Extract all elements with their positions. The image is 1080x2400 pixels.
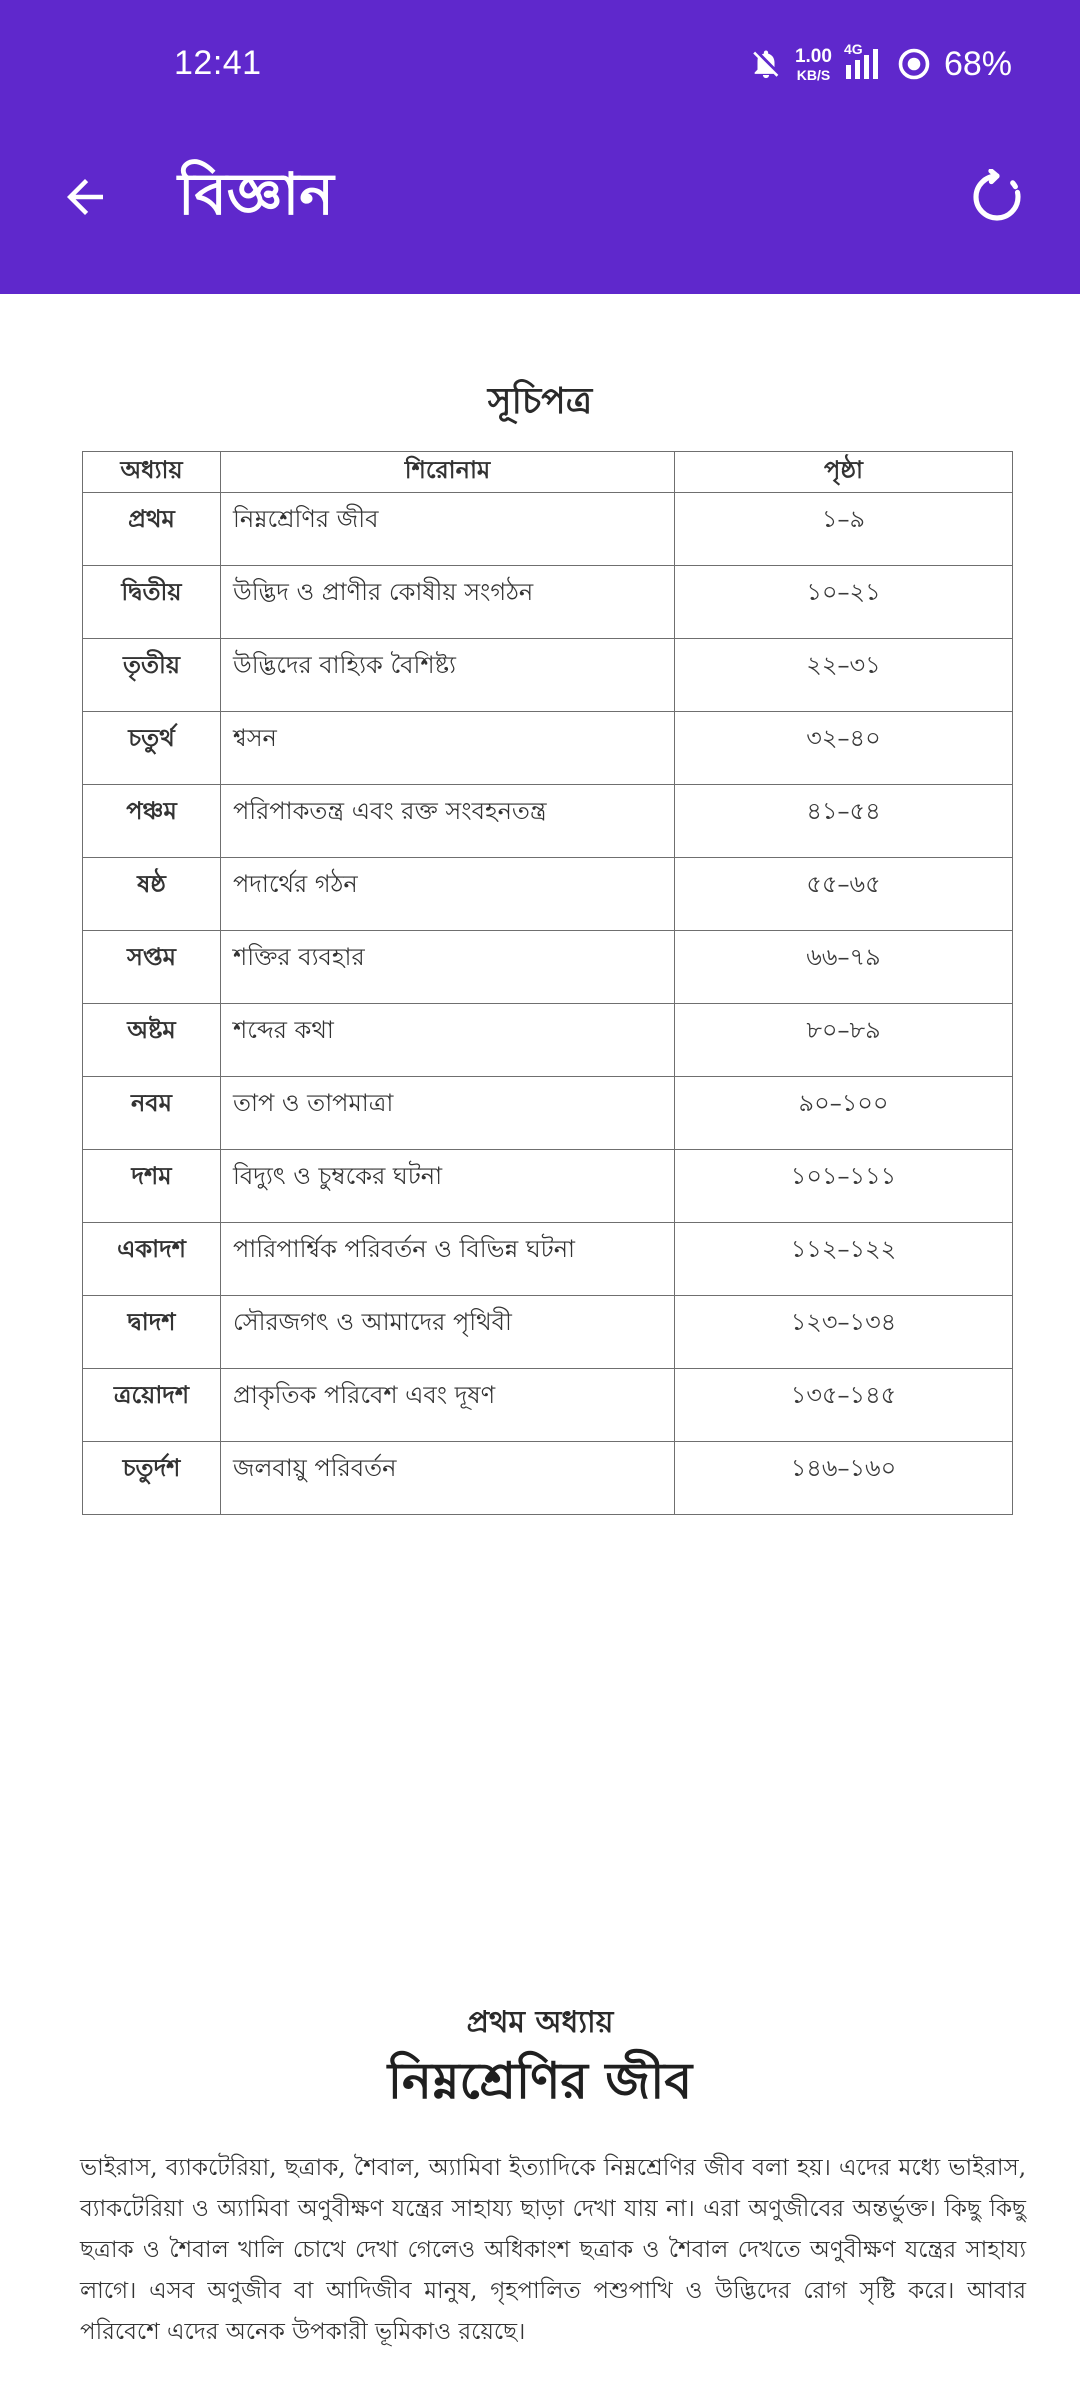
toc-chapter: দ্বাদশ	[83, 1296, 221, 1369]
refresh-icon	[969, 169, 1025, 229]
toc-chapter: ত্রয়োদশ	[83, 1369, 221, 1442]
toc-pages: ১৪৬–১৬০	[675, 1442, 1013, 1515]
table-row	[83, 1442, 1013, 1515]
signal-icon	[843, 41, 884, 81]
toc-title-cell: পদার্থের গঠন	[221, 858, 675, 931]
toc-title-cell: সৌরজগৎ ও আমাদের পৃথিবী	[221, 1296, 675, 1369]
toc-title-cell: বিদ্যুৎ ও চুম্বকের ঘটনা	[221, 1150, 675, 1223]
toc-title-cell: নিম্নশ্রেণির জীব	[221, 493, 675, 566]
toc-header-chapter: অধ্যায়	[83, 452, 221, 493]
app-title: বিজ্ঞান	[178, 160, 334, 228]
status-icons	[749, 42, 1012, 86]
toc-chapter: পঞ্চম	[83, 785, 221, 858]
toc-pages: ৫৫–৬৫	[675, 858, 1013, 931]
toc-chapter: তৃতীয়	[83, 639, 221, 712]
table-row	[83, 785, 1013, 858]
app-bar	[0, 0, 1080, 294]
toc-title-cell: উদ্ভিদ ও প্রাণীর কোষীয় সংগঠন	[221, 566, 675, 639]
toc-pages: ১১২–১২২	[675, 1223, 1013, 1296]
back-button[interactable]	[50, 168, 120, 230]
toc-pages: ৪১–৫৪	[675, 785, 1013, 858]
toc-title-cell: শ্বসন	[221, 712, 675, 785]
table-row	[83, 1150, 1013, 1223]
bell-off-icon	[749, 47, 783, 81]
table-row	[83, 1369, 1013, 1442]
chapter-title: নিম্নশ্রেণির জীব	[387, 2051, 693, 2110]
toc-pages: ১০১–১১১	[675, 1150, 1013, 1223]
toc-header-row	[83, 452, 1013, 493]
table-row	[83, 1004, 1013, 1077]
table-row	[83, 1223, 1013, 1296]
toc-title-cell: জলবায়ু পরিবর্তন	[221, 1442, 675, 1515]
toc-title: সূচিপত্র	[487, 380, 593, 422]
table-row	[83, 493, 1013, 566]
toc-title-cell: শব্দের কথা	[221, 1004, 675, 1077]
toc-header-title: শিরোনাম	[221, 452, 675, 493]
toc-chapter: দশম	[83, 1150, 221, 1223]
toc-pages: ১২৩–১৩৪	[675, 1296, 1013, 1369]
toc-chapter: প্রথম	[83, 493, 221, 566]
arrow-left-icon	[58, 170, 112, 228]
table-row	[83, 712, 1013, 785]
net-speed-unit: KB/S	[796, 66, 831, 83]
battery-level: 68%	[943, 44, 1012, 83]
table-row	[83, 639, 1013, 712]
toc-title-cell: তাপ ও তাপমাত্রা	[221, 1077, 675, 1150]
toc-pages: ৯০–১০০	[675, 1077, 1013, 1150]
toc-pages: ৩২–৪০	[675, 712, 1013, 785]
table-row	[83, 1296, 1013, 1369]
toc-title-cell: পারিপার্শ্বিক পরিবর্তন ও বিভিন্ন ঘটনা	[221, 1223, 675, 1296]
toc-title-cell: শক্তির ব্যবহার	[221, 931, 675, 1004]
network-type: 4G	[843, 41, 863, 57]
table-row	[83, 566, 1013, 639]
toc-title-cell: প্রাকৃতিক পরিবেশ এবং দূষণ	[221, 1369, 675, 1442]
refresh-button[interactable]	[962, 166, 1032, 232]
toc-chapter: নবম	[83, 1077, 221, 1150]
toc-chapter: দ্বিতীয়	[83, 566, 221, 639]
chapter-body-text: ভাইরাস, ব্যাকটেরিয়া, ছত্রাক, শৈবাল, অ্যামিবা ইত্যাদিকে নিম্নশ্রেণির জীব বলা হয়। এদের মধ্যে ভাইরাস, ব্যাকটেরিয়া ও অ্যামিবা অণুবীক্ষণ যন্ত্রের সাহায্য ছাড়া দেখা যায় না। এরা অণুজীবের অন্তর্ভুক্ত। কিছু কিছু ছত্রাক ও শৈবাল খালি চোখে দেখা গেলেও অধিকাংশ ছত্রাক ও শৈবাল দেখতে অণুবীক্ষণ যন্ত্রের সাহায্য লাগে। এসব অণুজীব বা আদিজীব মানুষ, গৃহপালিত পশুপাখি ও উদ্ভিদের রোগ সৃষ্টি করে। আবার পরিবেশে এদের অনেক উপকারী ভূমিকাও রয়েছে।	[80, 2155, 1026, 2345]
toc-pages: ১৩৫–১৪৫	[675, 1369, 1013, 1442]
table-row	[83, 1077, 1013, 1150]
net-speed-value: 1.00	[794, 45, 832, 67]
toc-chapter: সপ্তম	[83, 931, 221, 1004]
net-speed	[795, 47, 832, 82]
toc-chapter: অষ্টম	[83, 1004, 221, 1077]
toc-pages: ৬৬–৭৯	[675, 931, 1013, 1004]
toc-title-cell: উদ্ভিদের বাহ্যিক বৈশিষ্ট্য	[221, 639, 675, 712]
toc-chapter: চতুর্থ	[83, 712, 221, 785]
toc-chapter: চতুর্দশ	[83, 1442, 221, 1515]
toc-header-pages: পৃষ্ঠা	[675, 452, 1013, 493]
toc-pages: ২২–৩১	[675, 639, 1013, 712]
table-row	[83, 931, 1013, 1004]
toc-pages: ১০–২১	[675, 566, 1013, 639]
toc-title-cell: পরিপাকতন্ত্র এবং রক্ত সংবহনতন্ত্র	[221, 785, 675, 858]
status-time: 12:41	[174, 44, 262, 82]
toc-pages: ৮০–৮৯	[675, 1004, 1013, 1077]
table-row	[83, 858, 1013, 931]
toc-chapter: ষষ্ঠ	[83, 858, 221, 931]
toc-pages: ১–৯	[675, 493, 1013, 566]
data-saver-icon	[896, 46, 932, 82]
toc-table	[82, 451, 1013, 1515]
chapter-label: প্রথম অধ্যায়	[466, 2005, 614, 2040]
toc-chapter: একাদশ	[83, 1223, 221, 1296]
